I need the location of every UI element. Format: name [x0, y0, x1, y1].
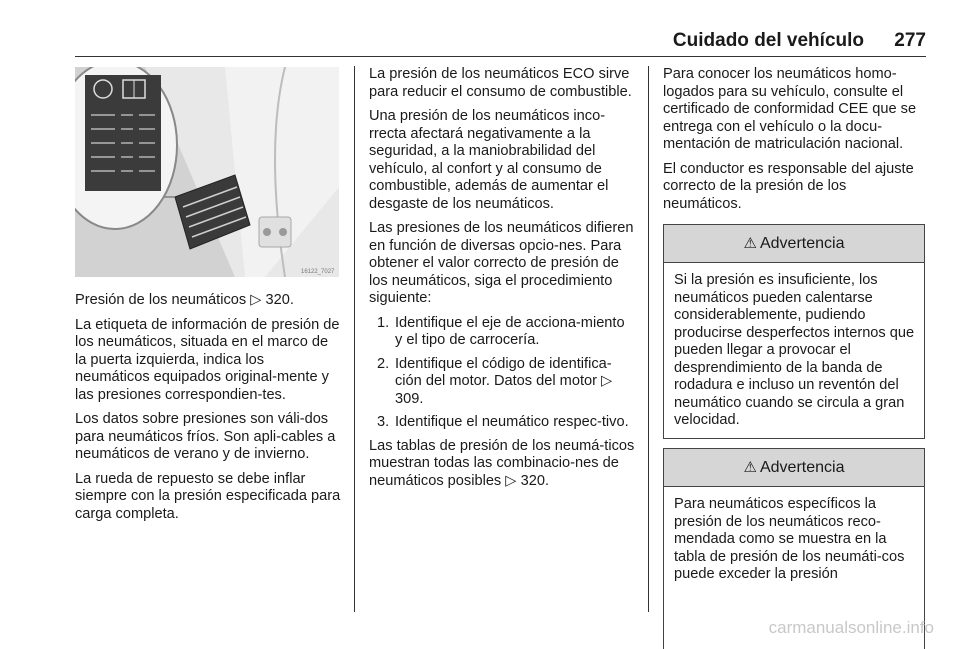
list-item: 1. Identifique el eje de acciona-miento y el tipo de carrocería. — [377, 314, 625, 348]
paragraph: La rueda de repuesto se debe inflar siempre con la presión especificada para carga completa. — [75, 470, 341, 522]
paragraph: El conductor es responsable del ajuste correcto de la presión de los neumáticos. — [663, 160, 914, 212]
warning-body: Si la presión es insuficiente, los neumáticos pueden calentarse considerablemente, pudiendo producirse desperfectos internos que pueden llegar a provocar el desprendimiento de la banda de rodadura e incluso un reventón del neumático cuando se circula a gran velocidad. — [674, 272, 915, 428]
warning-triangle-icon: ⚠ — [743, 234, 757, 252]
warning-header — [664, 225, 924, 263]
column-3 — [663, 66, 925, 449]
paragraph: Las presiones de los neumáticos difieren en función de diversas opcio-nes. Para obtener el valor correcto de presión de los neumáticos, siga el procedimiento siguiente: — [369, 220, 634, 306]
caption-page-ref[interactable]: 320. — [265, 292, 294, 308]
page-ref-icon: ▷ — [505, 472, 517, 489]
warning-title: Advertencia — [759, 234, 845, 252]
paragraph: La presión de los neumáticos ECO sirve para reducir el consumo de combustible. — [369, 66, 632, 100]
tire-label-figure — [75, 67, 339, 277]
warning-body: Para neumáticos específicos la presión de los neumáticos reco-mendada como se muestra en la tabla de presión de los neumáti-cos puede exceder la presión — [674, 496, 905, 582]
figure-code: 16122_7027 — [301, 269, 335, 275]
watermark: carmanualsonline.info — [768, 618, 934, 637]
list-item: 2. Identifique el código de identifica-ción del motor. Datos del motor ▷ 309. — [377, 355, 613, 407]
paragraph: Los datos sobre presiones son váli-dos para neumáticos fríos. Son apli-cables a neumáticos de verano y de invierno. — [75, 411, 336, 462]
warning-box — [663, 224, 925, 439]
paragraph: La etiqueta de información de presión de los neumáticos, situada en el marco de la puerta izquierda, indica los neumáticos equipados original-mente y las presiones correspondien-tes. — [75, 316, 340, 403]
header-title: Cuidado del vehículo — [672, 30, 864, 51]
header-rule — [75, 56, 926, 57]
column-divider-1 — [354, 66, 355, 612]
paragraph: Las tablas de presión de los neumá-ticos muestran todas las combinacio-nes de neumáticos posibles ▷ 320. — [369, 437, 635, 489]
page-ref-icon: ▷ — [250, 292, 262, 308]
warning-triangle-icon: ⚠ — [743, 458, 757, 476]
procedure-steps — [369, 315, 635, 432]
door-frame-illustration — [75, 67, 339, 277]
paragraph: Para conocer los neumáticos homo-logados para su vehículo, consulte el certificado de conformidad CEE que se entrega con el vehículo o la docu-mentación de matriculación nacional. — [663, 66, 917, 152]
warning-title: Advertencia — [759, 458, 845, 476]
column-divider-2 — [648, 66, 649, 612]
warning-header — [664, 449, 924, 487]
figure-caption: Presión de los neumáticos ▷ 320. — [75, 292, 294, 308]
page-ref-icon: ▷ — [601, 373, 613, 389]
paragraph: Una presión de los neumáticos inco-rrecta afectará negativamente a la seguridad, a la maniobrabilidad del vehículo, al confort y al consumo de combustible, además de aumentar el desgaste de los neumáticos. — [369, 108, 609, 212]
tire-table-page-ref[interactable]: 320. — [520, 472, 549, 489]
engine-data-page-ref[interactable]: 309. — [395, 390, 424, 407]
list-item: 3. Identifique el neumático respec-tivo. — [377, 414, 629, 430]
column-1 — [75, 292, 341, 530]
page-number: 277 — [894, 30, 926, 51]
column-2 — [369, 66, 635, 497]
